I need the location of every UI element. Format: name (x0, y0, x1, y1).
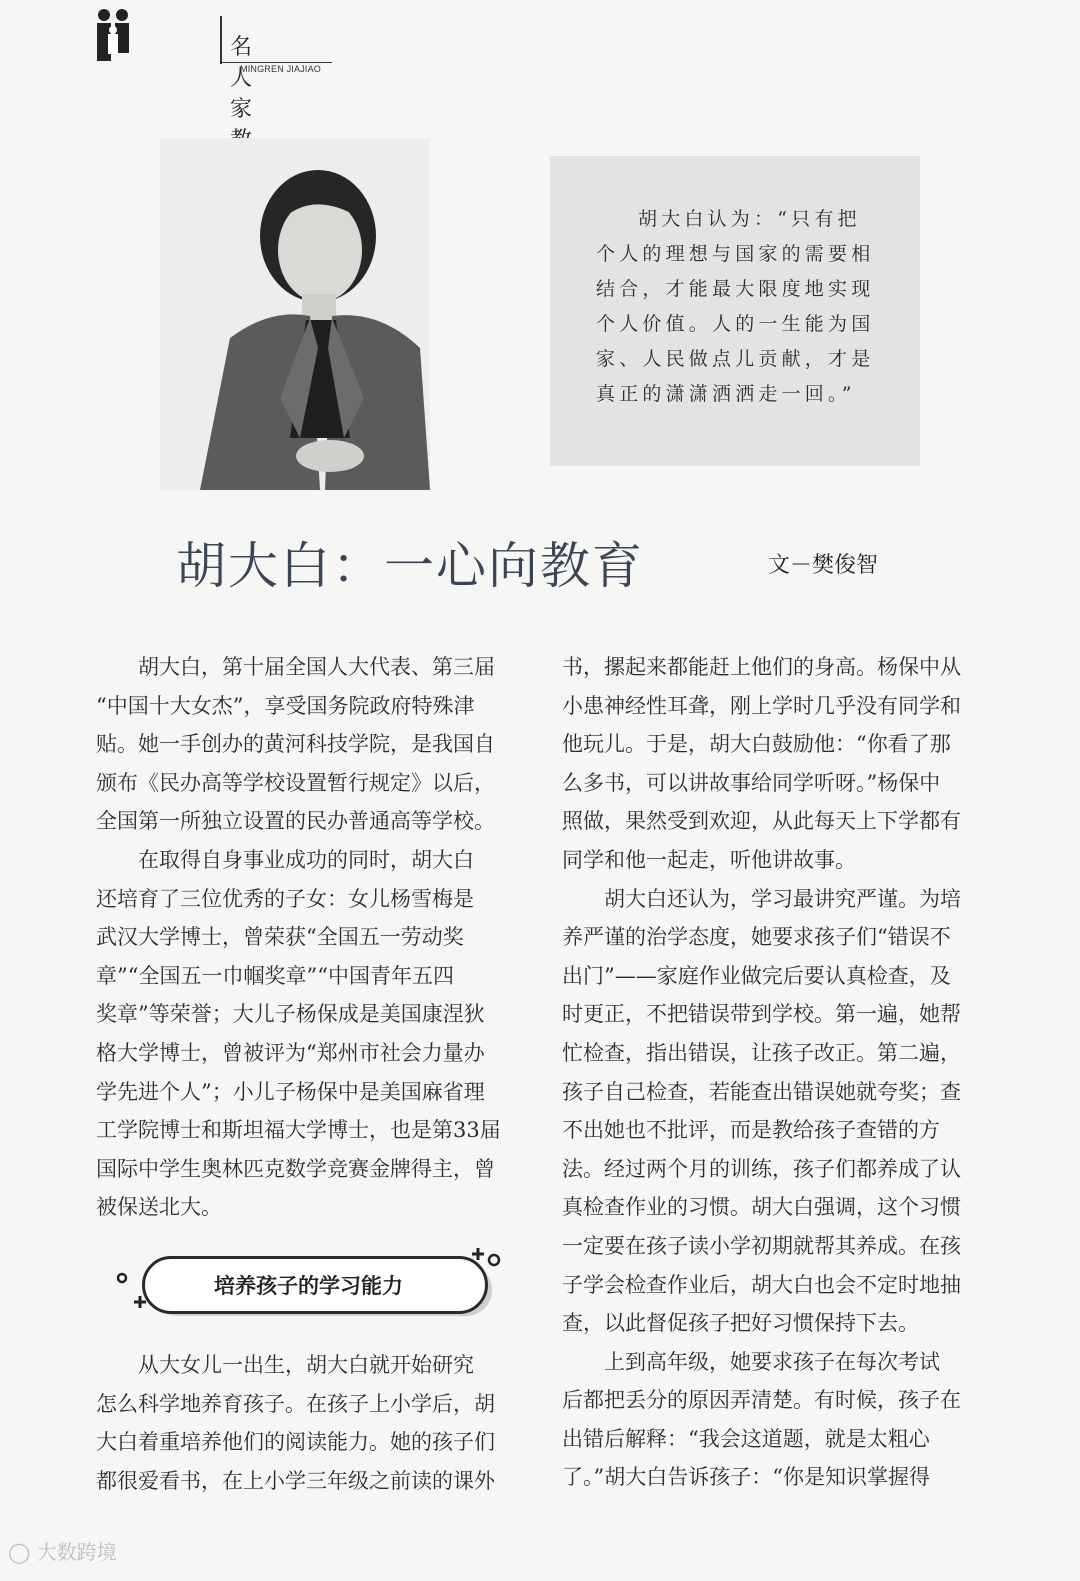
portrait-illustration (160, 138, 430, 490)
body-line: 都很爱看书，在上小学三年级之前读的课外 (96, 1468, 495, 1493)
body-line: 从大女儿一出生，胡大白就开始研究 (96, 1353, 474, 1377)
body-column-left (96, 648, 526, 1227)
body-line: 书，摞起来都能赶上他们的身高。杨保中从 (562, 655, 961, 679)
body-line: 出门”——家庭作业做完后要认真检查，及 (562, 963, 951, 988)
watermark-text: 大数跨境 (36, 1540, 117, 1564)
body-line: 忙检查，指出错误，让孩子改正。第二遍， (562, 1040, 961, 1065)
column-subtitle: MINGREN JIAJIAO (240, 64, 322, 74)
body-line: 查，以此督促孩子把好习惯保持下去。 (562, 1311, 919, 1336)
quote-line: 个人价值。人的一生能为国 (596, 313, 875, 335)
body-line: 一定要在孩子读小学初期就帮其养成。在孩 (562, 1233, 961, 1258)
body-line: 上到高年级，她要求孩子在每次考试 (562, 1349, 940, 1374)
body-line: 学先进个人”；小儿子杨保中是美国麻省理 (96, 1079, 485, 1104)
body-line: 贴。她一手创办的黄河科技学院，是我国自 (96, 732, 495, 757)
body-line: 还培育了三位优秀的子女：女儿杨雪梅是 (96, 886, 474, 911)
body-line: 小患神经性耳聋，刚上学时几乎没有同学和 (562, 693, 961, 718)
body-line: 他玩儿。于是，胡大白鼓励他：“你看了那 (562, 732, 951, 757)
body-column-left-continued (96, 1346, 526, 1500)
header-underline (220, 62, 332, 63)
body-line: 在取得自身事业成功的同时，胡大白 (96, 847, 474, 872)
body-line: 照做，果然受到欢迎，从此每天上下学都有 (562, 809, 961, 834)
header-divider (220, 16, 222, 64)
body-line: 法。经过两个月的训练，孩子们都养成了认 (562, 1156, 961, 1181)
body-line: 怎么科学地养育孩子。在孩子上小学后，胡 (96, 1391, 495, 1416)
section-heading-label: 培养孩子的学习能力 (214, 1274, 403, 1298)
body-line: 子学会检查作业后，胡大白也会不定时地抽 (562, 1272, 961, 1297)
body-line: 胡大白还认为，学习最讲究严谨。为培 (562, 886, 961, 911)
portrait-photo (160, 138, 430, 490)
body-line: 么多书，可以讲故事给同学听呀。”杨保中 (562, 770, 941, 795)
watermark-logo-icon: ◯ (8, 1540, 37, 1564)
body-line: 真检查作业的习惯。胡大白强调，这个习惯 (562, 1195, 961, 1220)
quote-line: 结合，才能最大限度地实现 (596, 278, 875, 300)
body-line: 国际中学生奥林匹克数学竞赛金牌得主，曾 (96, 1156, 495, 1181)
pull-quote (596, 202, 896, 412)
pull-quote-box (550, 156, 920, 466)
body-line: 颁布《民办高等学校设置暂行规定》以后， (96, 770, 495, 795)
section-heading (110, 1244, 510, 1324)
body-line: 养严谨的治学态度，她要求孩子们“错误不 (562, 925, 951, 950)
body-line: 同学和他一起走，听他讲故事。 (562, 847, 856, 872)
body-line: “中国十大女杰”，享受国务院政府特殊津 (96, 693, 475, 718)
byline: 文－樊俊智 (768, 553, 879, 578)
body-line: 时更正，不把错误带到学校。第一遍，她帮 (562, 1002, 961, 1027)
body-line: 不出她也不批评，而是教给孩子查错的方 (562, 1118, 940, 1143)
body-line: 奖章”等荣誉；大儿子杨保成是美国康涅狄 (96, 1002, 485, 1027)
quote-line: 胡大白认为：“只有把 (638, 208, 861, 230)
section-header (92, 6, 322, 122)
body-line: 工学院博士和斯坦福大学博士，也是第33届 (96, 1118, 501, 1143)
body-line: 孩子自己检查，若能查出错误她就夸奖；查 (562, 1079, 961, 1104)
body-line: 大白着重培养他们的阅读能力。她的孩子们 (96, 1430, 495, 1455)
body-line: 被保送北大。 (96, 1195, 222, 1220)
body-line: 出错后解释：“我会这道题，就是太粗心 (562, 1426, 930, 1451)
body-line: 章”“全国五一巾帼奖章”“中国青年五四 (96, 963, 454, 988)
body-line: 格大学博士，曾被评为“郑州市社会力量办 (96, 1040, 485, 1065)
watermark (8, 1536, 117, 1565)
body-column-right (562, 648, 992, 1497)
body-line: 武汉大学博士，曾荣获“全国五一劳动奖 (96, 925, 464, 950)
quote-line: 个人的理想与国家的需要相 (596, 243, 875, 265)
body-line: 全国第一所独立设置的民办普通高等学校。 (96, 809, 495, 834)
column-title: 名人家 (230, 35, 254, 122)
body-line: 胡大白，第十届全国人大代表、第三届 (96, 655, 495, 679)
quote-line: 真正的潇潇洒洒走一回。” (596, 383, 856, 405)
article-title: 胡大白：一心向教育 (176, 537, 644, 595)
quote-line: 家、人民做点儿贡献，才是 (596, 348, 875, 370)
body-line: 后都把丢分的原因弄清楚。有时候，孩子在 (562, 1388, 961, 1413)
body-line: 了。”胡大白告诉孩子：“你是知识掌握得 (562, 1465, 930, 1490)
family-logo-icon (94, 8, 132, 64)
